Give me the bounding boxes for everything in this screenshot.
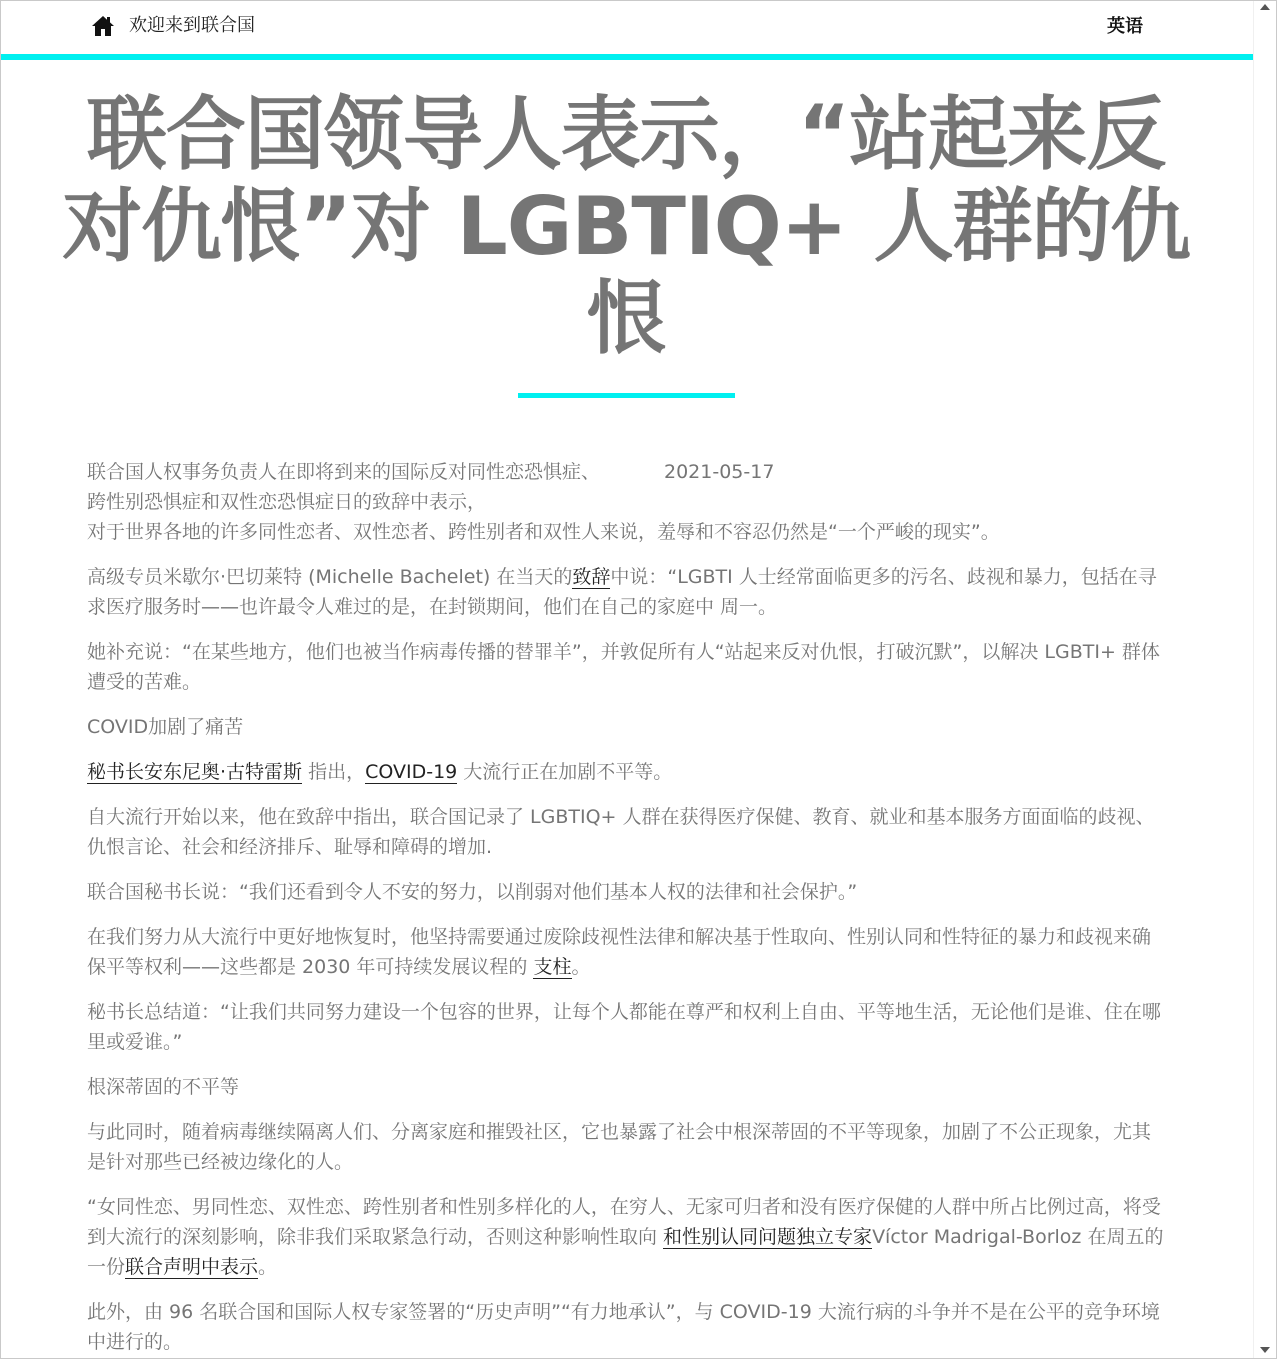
paragraph-2-text-a: 高级专员米歇尔·巴切莱特 (Michelle Bachelet) 在当天的: [87, 566, 573, 588]
secretary-general-link[interactable]: 秘书长安东尼奥·古特雷斯: [87, 761, 303, 783]
paragraph-3: 她补充说：“在某些地方，他们也被当作病毒传播的替罪羊”，并敦促所有人“站起来反对仇恨，打破沉默”，以解决 LGBTI+ 群体遭受的苦难。: [87, 641, 1160, 693]
vertical-scrollbar[interactable]: [1253, 1, 1276, 1358]
speech-link[interactable]: 致辞: [572, 566, 611, 588]
welcome-link[interactable]: 欢迎来到联合国: [129, 15, 255, 36]
paragraph-5: 自大流行开始以来，他在致辞中指出，联合国记录了 LGBTIQ+ 人群在获得医疗保健、教育、就业和基本服务方面面临的歧视、仇恨言论、社会和经济排斥、耻辱和障碍的增加.: [87, 806, 1155, 858]
paragraph-4: [87, 757, 1169, 787]
paragraph-11: 此外，由 96 名联合国和国际人权专家签署的“历史声明”“有力地承认”，与 COVID-19 大流行病的斗争并不是在公平的竞争环境中进行的。: [87, 1301, 1160, 1353]
paragraph-10: [87, 1192, 1169, 1282]
lead-text: 联合国人权事务负责人在即将到来的国际反对同性恋恐惧症、跨性别恐惧症和双性恋恐惧症日的致辞中表示，: [87, 461, 601, 513]
paragraph-7-text-a: 在我们努力从大流行中更好地恢复时，他坚持需要通过废除歧视性法律和解决基于性取向、性别认同和性特征的暴力和歧视来确保平等权利——这些都是 2030 年可持续发展议程的: [87, 926, 1152, 978]
header-accent-bar: [1, 54, 1253, 60]
paragraph-2: [87, 562, 1169, 622]
paragraph-6: 联合国秘书长说：“我们还看到令人不安的努力，以削弱对他们基本人权的法律和社会保护。”: [87, 881, 858, 903]
paragraph-9: 与此同时，随着病毒继续隔离人们、分离家庭和摧毁社区，它也暴露了社会中根深蒂固的不平等现象，加剧了不公正现象，尤其是针对那些已经被边缘化的人。: [87, 1121, 1152, 1173]
paragraph-4-text-a: 指出，: [302, 761, 366, 783]
article-title: 联合国领导人表示，“站起来反对仇恨”对 LGBTIQ+ 人群的仇恨: [62, 88, 1190, 365]
section-heading-covid: COVID加剧了痛苦: [87, 716, 244, 738]
section-heading-inequality: 根深蒂固的不平等: [87, 1076, 240, 1098]
independent-expert-link[interactable]: 和性别认同问题独立专家: [663, 1226, 873, 1248]
paragraph-7: [87, 922, 1169, 982]
publish-date: 2021-05-17: [664, 461, 775, 483]
language-selector[interactable]: 英语: [1107, 16, 1143, 37]
title-underline: [518, 393, 735, 398]
paragraph-1: 对于世界各地的许多同性恋者、双性恋者、跨性别者和双性人来说，羞辱和不容忍仍然是“一个严峻的现实”。: [87, 521, 1000, 543]
top-navigation-bar: [1, 1, 1255, 55]
paragraph-10-text-a: “女同性恋、男同性恋、双性恋、跨性别者和性别多样化的人，在穷人、无家可归者和没有医疗保健的人群中所占比例过高，将受到大流行的深刻影响，除非我们采取紧急行动，否则这种影响性取向: [87, 1196, 1161, 1248]
paragraph-10-text-c: 。: [258, 1256, 278, 1278]
paragraph-4-text-b: 大流行正在加剧不平等。: [457, 761, 673, 783]
joint-statement-link[interactable]: 联合声明中表示: [125, 1256, 259, 1278]
paragraph-8: 秘书长总结道：“让我们共同努力建设一个包容的世界，让每个人都能在尊严和权利上自由、平等地生活，无论他们是谁、住在哪里或爱谁。”: [87, 1001, 1161, 1053]
lead-paragraph: [87, 457, 1169, 547]
home-icon[interactable]: [91, 14, 115, 38]
paragraph-10-text-b: Víctor Madrigal-Borloz 在周五的一份: [87, 1226, 1164, 1278]
covid-19-link[interactable]: COVID-19: [365, 761, 458, 783]
paragraph-2-text-b: 中说：“LGBTI 人士经常面临更多的污名、歧视和暴力，包括在寻求医疗服务时——也许最令人难过的是，在封锁期间，他们在自己的家庭中 周一。: [87, 566, 1157, 618]
scroll-up-arrow-icon[interactable]: [1260, 4, 1270, 10]
paragraph-7-text-b: 。: [571, 956, 591, 978]
scroll-down-arrow-icon[interactable]: [1260, 1347, 1270, 1353]
pillar-link[interactable]: 支柱: [533, 956, 572, 978]
article-body: [87, 457, 1169, 1372]
